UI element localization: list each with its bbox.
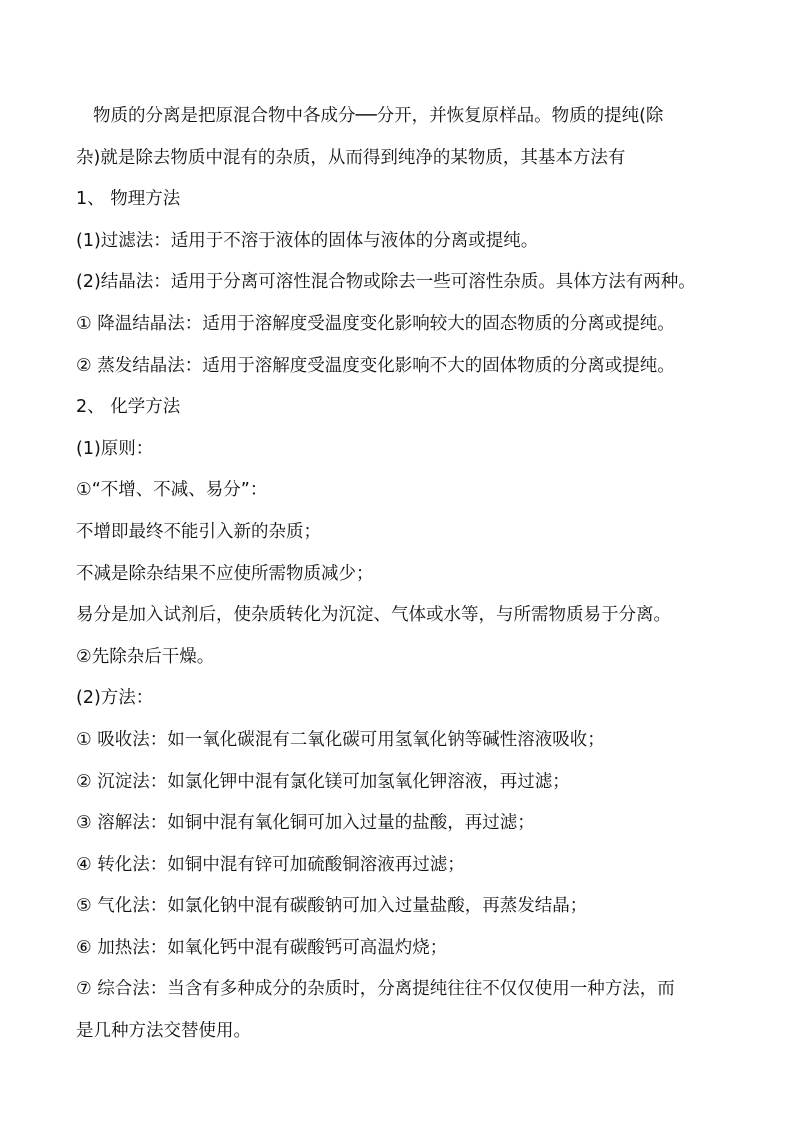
principle-easy-separate: 易分是加入试剂后，使杂质转化为沉淀、气体或水等，与所需物质易于分离。 — [76, 605, 671, 626]
principle-no-increase: 不增即最终不能引入新的杂质； — [76, 521, 321, 542]
principle-no-decrease: 不减是除杂结果不应使所需物质减少； — [76, 563, 374, 584]
methods-heading: (2)方法： — [76, 688, 154, 709]
intro-line-1: 物质的分离是把原混合物中各成分──分开，并恢复原样品。物质的提纯(除 — [93, 106, 664, 126]
method-dissolution: ③ 溶解法：如铜中混有氧化铜可加入过量的盐酸，再过滤； — [76, 813, 535, 834]
method-combined-line-2: 是几种方法交替使用。 — [76, 1021, 251, 1042]
method-absorption: ① 吸收法：如一氧化碳混有二氧化碳可用氢氧化钠等碱性溶液吸收； — [76, 729, 605, 750]
document-body — [76, 96, 720, 1053]
principles-heading: (1)原则： — [76, 438, 154, 459]
cooling-crystallization: ① 降温结晶法：适用于溶解度受温度变化影响较大的固态物质的分离或提纯。 — [76, 313, 675, 334]
method-gasification: ⑤ 气化法：如氯化钠中混有碳酸钠可加入过量盐酸，再蒸发结晶； — [76, 896, 588, 917]
method-heating: ⑥ 加热法：如氧化钙中混有碳酸钙可高温灼烧； — [76, 937, 448, 958]
method-conversion: ④ 转化法：如铜中混有锌可加硫酸铜溶液再过滤； — [76, 854, 465, 875]
evaporation-crystallization: ② 蒸发结晶法：适用于溶解度受温度变化影响不大的固体物质的分离或提纯。 — [76, 355, 675, 376]
heading-chemical-methods: 2、 化学方法 — [76, 397, 181, 418]
principle-two: ②先除杂后干燥。 — [76, 646, 215, 667]
principle-one: ①“不增、不减、易分”： — [76, 480, 268, 501]
filtration-method: (1)过滤法：适用于不溶于液体的固体与液体的分离或提纯。 — [76, 230, 539, 251]
method-combined-line-1: ⑦ 综合法：当含有多种成分的杂质时，分离提纯往往不仅仅使用一种方法，而 — [76, 979, 675, 1000]
intro-line-2: 杂)就是除去物质中混有的杂质，从而得到纯净的某物质，其基本方法有 — [76, 147, 626, 168]
crystallization-method: (2)结晶法：适用于分离可溶性混合物或除去一些可溶性杂质。具体方法有两种。 — [76, 272, 696, 293]
method-precipitation: ② 沉淀法：如氯化钾中混有氯化镁可加氢氧化钾溶液，再过滤； — [76, 771, 570, 792]
heading-physical-methods: 1、 物理方法 — [76, 189, 181, 210]
